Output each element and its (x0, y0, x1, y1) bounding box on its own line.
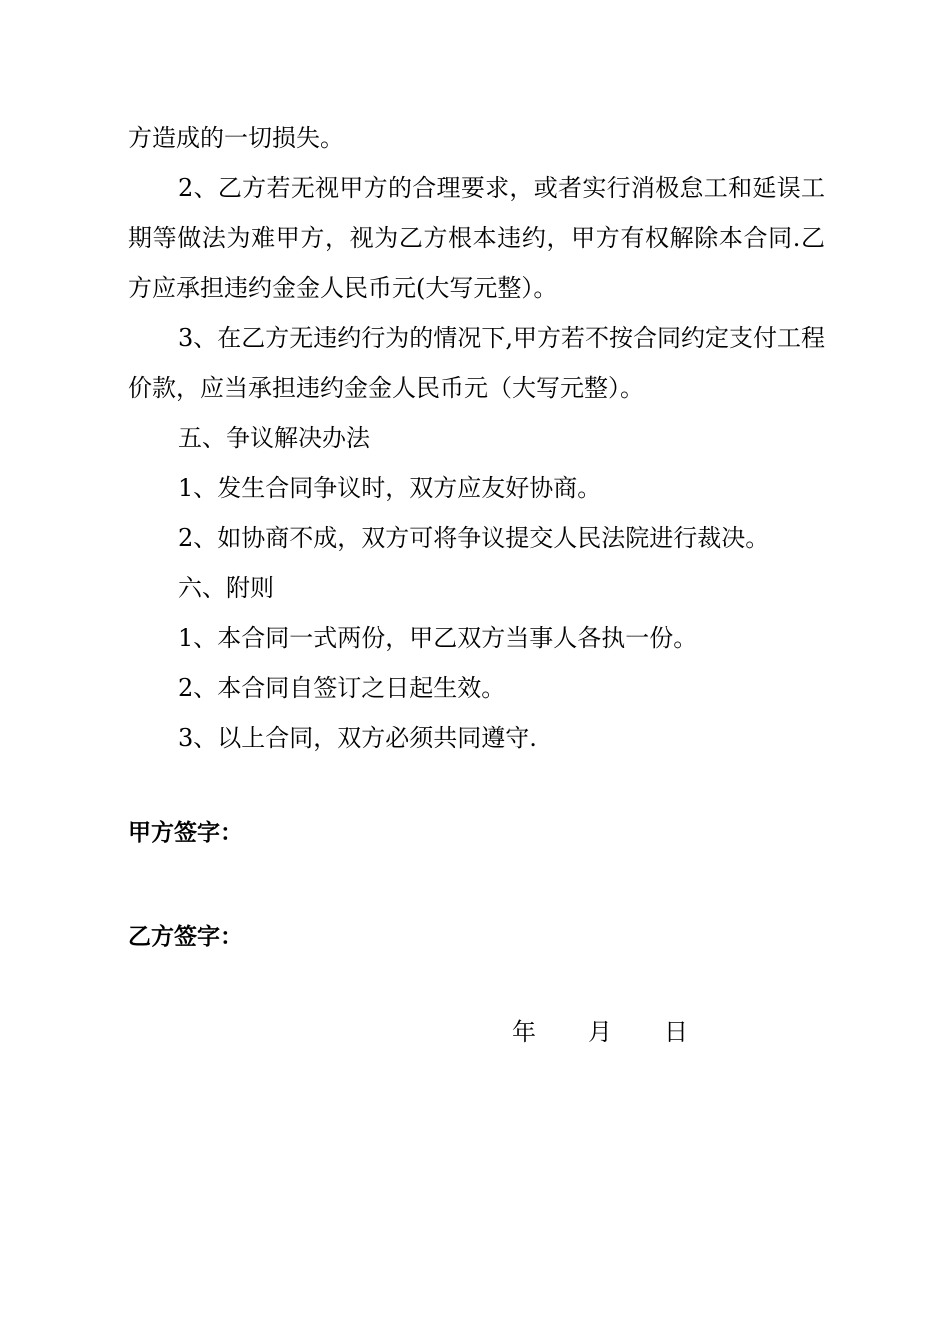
paragraph-clause-2-breach: 2、乙方若无视甲方的合理要求，或者实行消极怠工和延误工期等做法为难甲方，视为乙方根本违约，甲方有权解除本合同.乙方应承担违约金金人民币元(大写元整）。 (128, 174, 825, 302)
paragraph-appendix-2: 2、本合同自签订之日起生效。 (178, 674, 506, 702)
paragraph-clause-3-payment: 3、在乙方无违约行为的情况下,甲方若不按合同约定支付工程价款，应当承担违约金金人民币元（大写元整）。 (128, 324, 825, 402)
section-heading-appendix: 六、附则 (178, 574, 274, 602)
contract-body (128, 113, 825, 763)
paragraph-dispute-2: 2、如协商不成，双方可将争议提交人民法院进行裁决。 (178, 524, 770, 552)
party-a-signature-label: 甲方签字： (128, 820, 243, 846)
date-month-label: 月 (588, 1018, 612, 1046)
signing-date (512, 1016, 688, 1048)
party-b-signature-label: 乙方签字： (128, 924, 243, 950)
paragraph-appendix-3: 3、以上合同，双方必须共同遵守. (178, 724, 537, 752)
section-heading-dispute: 五、争议解决办法 (178, 424, 370, 452)
paragraph-dispute-1: 1、发生合同争议时，双方应友好协商。 (178, 474, 602, 502)
date-day-label: 日 (664, 1018, 688, 1046)
paragraph-appendix-1: 1、本合同一式两份，甲乙双方当事人各执一份。 (178, 624, 698, 652)
date-year-label: 年 (512, 1018, 536, 1046)
paragraph-loss-continuation: 方造成的一切损失。 (128, 124, 344, 152)
